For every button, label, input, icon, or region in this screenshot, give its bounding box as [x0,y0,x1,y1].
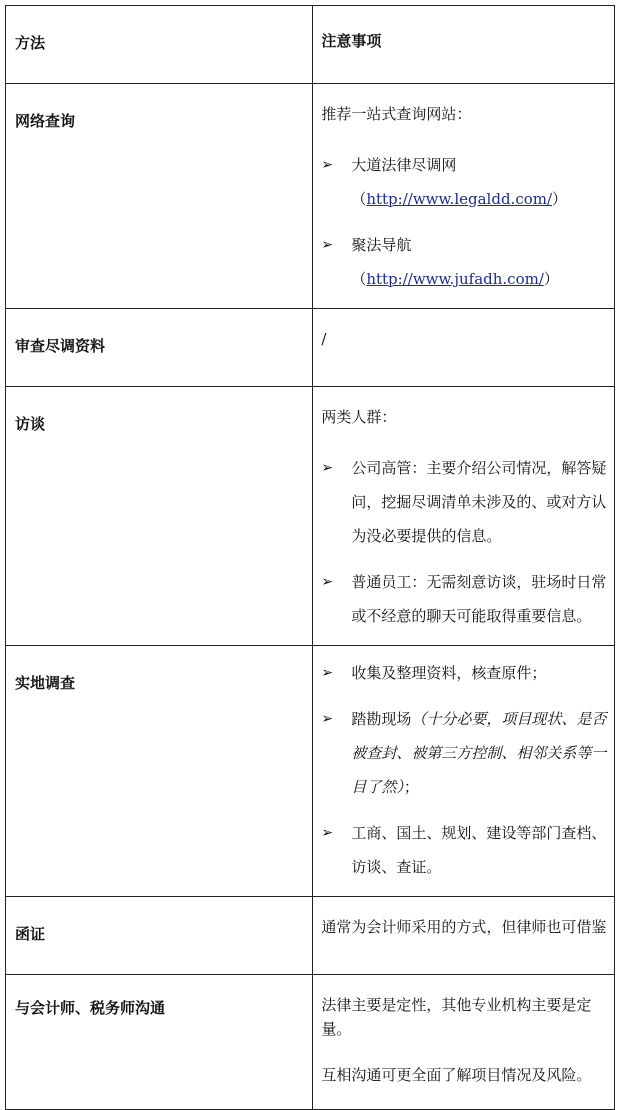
notes-cell [313,309,615,387]
notes-cell [313,646,615,897]
table-row [6,646,615,897]
list-item: ➢ 踏勘现场（十分必要，项目现状、是否被查封、被第三方控制、相邻关系等一目了然）； [321,702,608,804]
table-row [6,387,615,646]
arrow-bullet-icon: ➢ [321,711,334,727]
list-item: ➢ 收集及整理资料，核查原件； [321,656,608,690]
arrow-bullet-icon: ➢ [321,237,334,253]
method-cell: 网络查询 [6,84,313,309]
table-row [6,897,615,975]
notes-cell [313,975,615,1110]
notes-cell [313,84,615,309]
header-notes: 注意事项 [313,6,615,84]
list-item: ➢ 公司高管：主要介绍公司情况，解答疑问，挖掘尽调清单未涉及的、或对方认为没必要提供的信息。 [321,451,608,553]
method-cell: 访谈 [6,387,313,646]
due-diligence-table [5,5,615,1110]
method-cell: 审查尽调资料 [6,309,313,387]
notes-line: 法律主要是定性，其他专业机构主要是定量。 [321,996,592,1038]
notes-text: 通常为会计师采用的方式，但律师也可借鉴 [321,918,607,936]
arrow-bullet-icon: ➢ [321,825,334,841]
arrow-bullet-icon: ➢ [321,157,334,173]
table-row [6,84,615,309]
list-item: ➢ 聚法导航（http://www.jufadh.com/） [321,228,608,296]
list-item: ➢ 普通员工：无需刻意访谈，驻场时日常或不经意的聊天可能取得重要信息。 [321,565,608,633]
notes-text: / [321,330,327,348]
list-item: ➢ 工商、国土、规划、建设等部门查档、访谈、查证。 [321,816,608,884]
table-row [6,975,615,1110]
arrow-bullet-icon: ➢ [321,460,334,476]
arrow-bullet-icon: ➢ [321,574,334,590]
notes-intro: 两类人群： [321,408,397,426]
legaldd-link[interactable]: http://www.legaldd.com/ [366,190,553,208]
notes-cell [313,897,615,975]
method-cell: 函证 [6,897,313,975]
table-header-row [6,6,615,84]
method-cell: 实地调查 [6,646,313,897]
arrow-bullet-icon: ➢ [321,665,334,681]
notes-intro: 推荐一站式查询网站： [321,105,472,123]
notes-line: 互相沟通可更全面了解项目情况及风险。 [321,1066,592,1084]
method-cell: 与会计师、税务师沟通 [6,975,313,1110]
header-method: 方法 [6,6,313,84]
notes-cell [313,387,615,646]
table-row [6,309,615,387]
list-item: ➢ 大道法律尽调网（http://www.legaldd.com/） [321,148,608,216]
jufadh-link[interactable]: http://www.jufadh.com/ [366,270,544,288]
